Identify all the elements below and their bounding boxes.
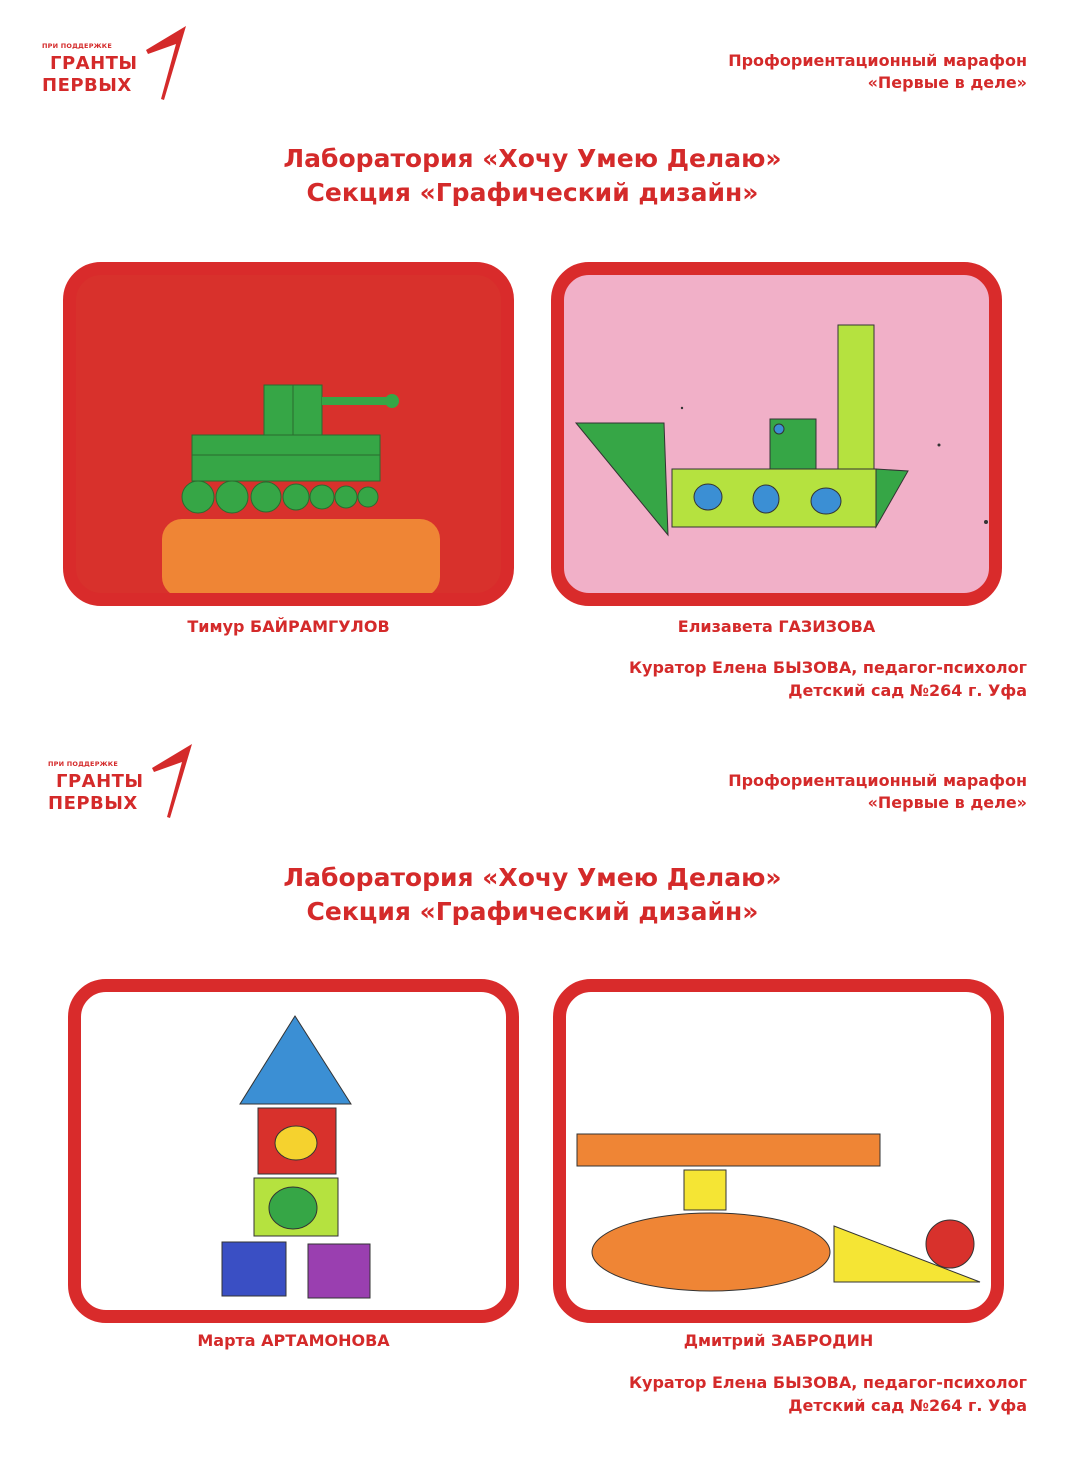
artwork-card-seesaw [553,979,1004,1323]
page-title [0,861,1065,929]
seesaw-drawing-icon [566,992,991,1310]
ship-drawing-icon [564,275,989,593]
title-line-2: Секция «Графический дизайн» [306,897,759,926]
artwork-card-ship [551,262,1002,606]
logo-line-2: ПЕРВЫХ [48,793,138,814]
logo-small-text: ПРИ ПОДДЕРЖКЕ [42,42,112,50]
poster-section-2 [0,718,1085,1438]
logo-one-icon [142,24,192,104]
logo [42,24,202,114]
marathon-line-2: «Первые в деле» [867,793,1027,812]
curator-line-1: Куратор Елена БЫЗОВА, педагог-психолог [628,1373,1027,1392]
marathon-line-1: Профориентационный марафон [728,771,1027,790]
artwork-card-tower [68,979,519,1323]
marathon-heading [728,50,1027,94]
title-line-2: Секция «Графический дизайн» [306,178,759,207]
author-caption: Марта АРТАМОНОВА [197,1331,390,1350]
curator-info [629,656,1027,702]
curator-line-2: Детский сад №264 г. Уфа [788,1396,1027,1415]
marathon-line-1: Профориентационный марафон [728,51,1027,70]
page-title [0,142,1065,210]
logo [48,742,208,832]
logo-line-1: ГРАНТЫ [50,53,138,74]
poster-section-1 [0,0,1085,720]
title-line-1: Лаборатория «Хочу Умею Делаю» [283,144,782,173]
curator-info [629,1371,1027,1417]
logo-one-icon [148,742,198,822]
marathon-line-2: «Первые в деле» [867,73,1027,92]
logo-line-1: ГРАНТЫ [56,771,144,792]
curator-line-1: Куратор Елена БЫЗОВА, педагог-психолог [628,658,1027,677]
artwork-card-tank [63,262,514,606]
curator-line-2: Детский сад №264 г. Уфа [788,681,1027,700]
author-caption: Тимур БАЙРАМГУЛОВ [187,617,390,636]
author-caption: Елизавета ГАЗИЗОВА [677,617,876,636]
title-line-1: Лаборатория «Хочу Умею Делаю» [283,863,782,892]
tower-drawing-icon [81,992,506,1310]
marathon-heading [728,770,1027,814]
author-caption: Дмитрий ЗАБРОДИН [683,1331,874,1350]
logo-small-text: ПРИ ПОДДЕРЖКЕ [48,760,118,768]
tank-drawing-icon [76,275,501,593]
logo-line-2: ПЕРВЫХ [42,75,132,96]
